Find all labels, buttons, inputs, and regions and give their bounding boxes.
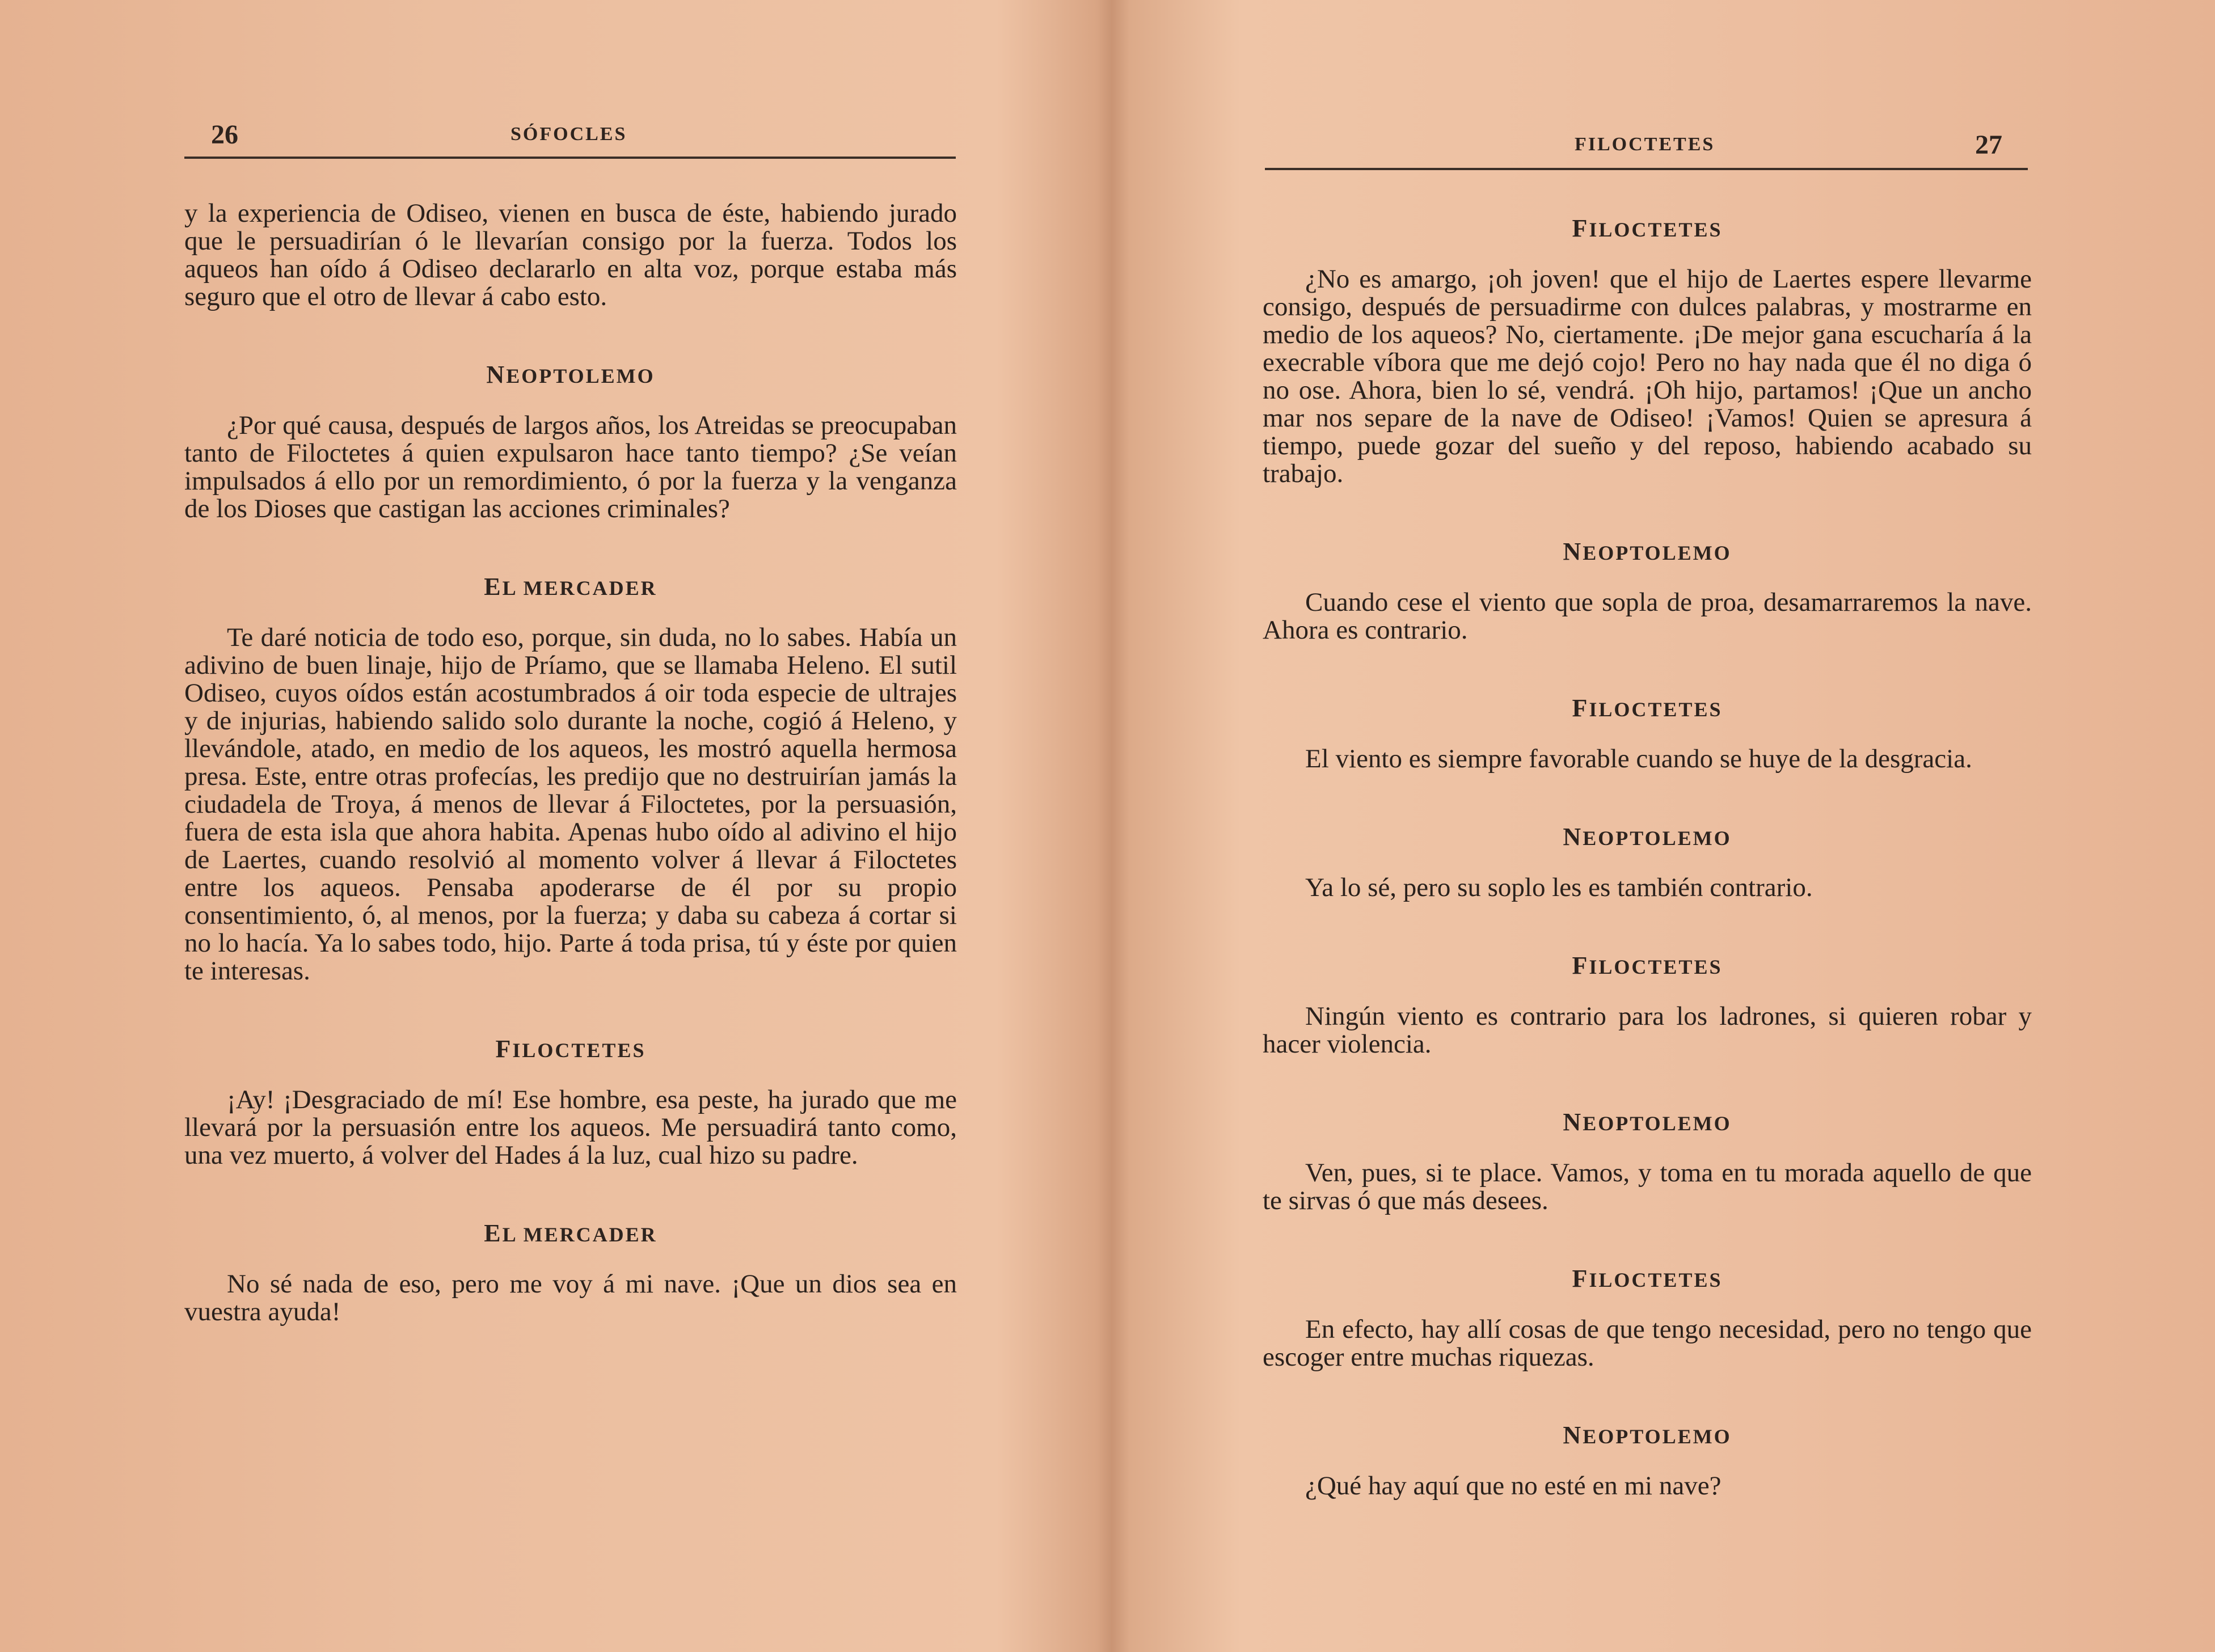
speaker-heading: [1263, 214, 2032, 244]
header-rule: [1265, 168, 2028, 170]
speaker-heading: [1263, 1421, 2032, 1451]
speaker-name: EOPTOLEMO: [506, 365, 655, 387]
speaker-heading: [184, 1219, 957, 1249]
paragraph: ¿Por qué causa, después de largos años, los Atreidas se preocupaban tanto de Filoctetes á quien expulsaron hace tanto tiempo? ¿Se veían impulsados á ello por un remordimiento, ó por la fuerza y la venganza de los Dioses que castigan las acciones criminales?: [184, 411, 957, 523]
left-page: [0, 0, 1106, 1652]
speaker-name: L MERCADER: [502, 577, 657, 599]
speaker-heading: [1263, 1265, 2032, 1294]
speaker-initial: F: [1572, 694, 1589, 722]
speaker-initial: F: [1572, 214, 1589, 242]
paragraph: ¿No es amargo, ¡oh joven! que el hijo de Laertes espere llevarme consigo, después de persuadirme con dulces palabras, y mostrarme en medio de los aqueos? No, ciertamente. ¡De mejor gana escucharía á la execrable víbora que me dejó cojo! Pero no hay nada que él no diga ó no ose. Ahora, bien lo sé, vendrá. ¡Oh hijo, partamos! ¡Que un ancho mar nos separe de la nave de Odiseo! ¡Vamos! Quien se apresura á tiempo, puede gozar del sueño y del reposo, habiendo acabado su trabajo.: [1263, 264, 2032, 488]
speaker-initial: N: [486, 361, 507, 388]
speaker-name: ILOCTETES: [512, 1039, 646, 1062]
speaker-initial: N: [1563, 823, 1583, 851]
paragraph: y la experiencia de Odiseo, vienen en busca de éste, habiendo jurado que le persuadirían ó le llevarían consigo por la fuerza. Todos los aqueos han oído á Odiseo declararlo en alta voz, porque estaba más seguro que el otro de llevar á cabo esto.: [184, 198, 957, 311]
paragraph: Cuando cese el viento que sopla de proa, desamarraremos la nave. Ahora es contrario.: [1263, 588, 2032, 645]
speaker-initial: N: [1563, 1108, 1583, 1136]
speaker-name: ILOCTETES: [1589, 1269, 1723, 1291]
paragraph: Ven, pues, si te place. Vamos, y toma en tu morada aquello de que te sirvas ó que más desees.: [1263, 1158, 2032, 1215]
paragraph: Ningún viento es contrario para los ladrones, si quieren robar y hacer violencia.: [1263, 1002, 2032, 1059]
speaker-heading: [184, 361, 957, 390]
speaker-initial: N: [1563, 538, 1583, 565]
speaker-heading: [184, 1035, 957, 1064]
speaker-heading: [1263, 823, 2032, 852]
running-head: FILOCTETES: [1575, 134, 1715, 155]
speaker-initial: E: [484, 573, 503, 601]
speaker-heading: [1263, 952, 2032, 981]
speaker-initial: F: [1572, 952, 1589, 979]
speaker-name: L MERCADER: [502, 1223, 657, 1246]
page-body: [1263, 214, 2032, 1500]
paragraph: Ya lo sé, pero su soplo les es también contrario.: [1305, 873, 1813, 902]
speaker-name: ILOCTETES: [1589, 956, 1723, 978]
paragraph: El viento es siempre favorable cuando se huye de la desgracia.: [1305, 744, 1972, 774]
paragraph: En efecto, hay allí cosas de que tengo necesidad, pero no tengo que escoger entre muchas riquezas.: [1263, 1315, 2032, 1372]
speaker-name: EOPTOLEMO: [1583, 542, 1732, 564]
speaker-initial: E: [484, 1219, 503, 1247]
paragraph: ¿Qué hay aquí que no esté en mi nave?: [1305, 1471, 1722, 1501]
right-page: [1129, 0, 2215, 1652]
speaker-name: EOPTOLEMO: [1583, 827, 1732, 850]
speaker-heading: [1263, 538, 2032, 567]
page-number: 27: [1975, 130, 2002, 160]
paragraph: Te daré noticia de todo eso, porque, sin duda, no lo sabes. Había un adivino de buen linaje, hijo de Príamo, que se llamaba Heleno. El sutil Odiseo, cuyos oídos están acostumbrados á oir toda especie de ultrajes y de injurias, habiendo salido solo durante la noche, cogió á Heleno, y llevándole, atado, en medio de los aqueos, les mostró aquella hermosa presa. Este, entre otras profecías, les predijo que no destruirían jamás la ciudadela de Troya, á menos de llevar á Filoctetes, por la persuasión, fuera de esta isla que ahora habita. Apenas hubo oído al adivino el hijo de Laertes, cuando resolvió al momento volver á llevar á Filoctetes entre los aqueos. Pensaba apoderarse de él por su propio consentimiento, ó, al menos, por la fuerza; y daba su cabeza á cortar si no lo hacía. Ya lo sabes todo, hijo. Parte á toda prisa, tú y éste por quien te interesas.: [184, 623, 957, 986]
paragraph: No sé nada de eso, pero me voy á mi nave. ¡Que un dios sea en vuestra ayuda!: [184, 1269, 957, 1326]
speaker-heading: [1263, 694, 2032, 724]
running-head: SÓFOCLES: [510, 124, 627, 145]
speaker-name: ILOCTETES: [1589, 698, 1723, 721]
header-rule: [184, 157, 956, 159]
speaker-name: EOPTOLEMO: [1583, 1112, 1732, 1135]
speaker-heading: [184, 573, 957, 602]
speaker-initial: N: [1563, 1421, 1583, 1449]
speaker-heading: [1263, 1108, 2032, 1138]
speaker-initial: F: [495, 1035, 513, 1063]
speaker-name: ILOCTETES: [1589, 218, 1723, 241]
page-body: [184, 200, 957, 1326]
speaker-initial: F: [1572, 1265, 1589, 1292]
speaker-name: EOPTOLEMO: [1583, 1425, 1732, 1448]
paragraph: ¡Ay! ¡Desgraciado de mí! Ese hombre, esa peste, ha jurado que me llevará por la persuasión entre los aqueos. Me persuadirá tanto como, una vez muerto, á volver del Hades á la luz, cual hizo su padre.: [184, 1085, 957, 1170]
page-number: 26: [211, 120, 238, 150]
